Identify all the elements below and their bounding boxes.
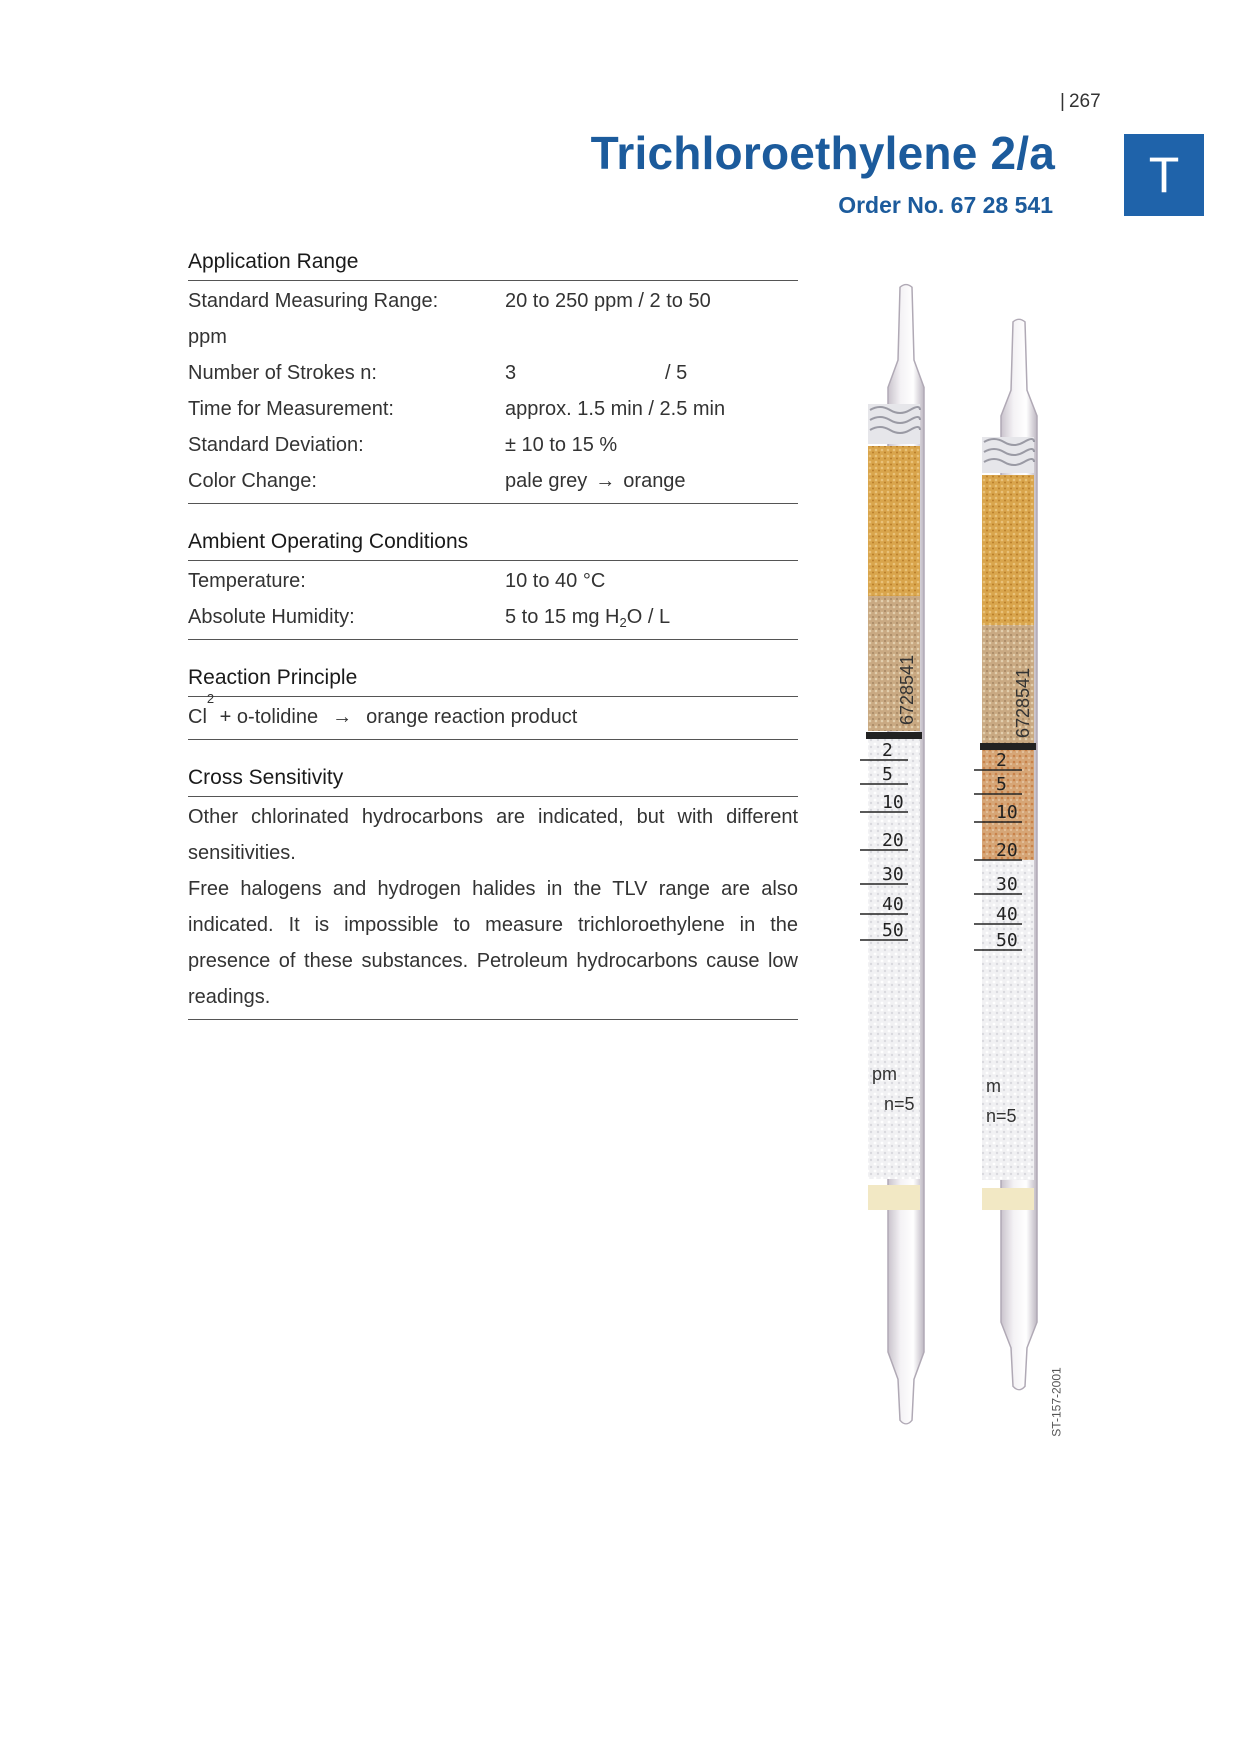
scale-label: 10 xyxy=(996,802,1018,823)
section-heading: Reaction Principle xyxy=(188,666,798,697)
strokes-text: n=5 xyxy=(986,1106,1017,1126)
arrow-icon: → xyxy=(595,470,616,492)
spec-label: Standard Measuring Range: xyxy=(188,290,439,312)
scale-label: 20 xyxy=(882,830,904,851)
unit-text: pm xyxy=(872,1064,898,1084)
detector-tubes-image xyxy=(838,280,1068,1430)
page-number: | 267 xyxy=(1060,91,1101,112)
spec-value: 5 to 15 mg $H_2O$ / L xyxy=(505,606,671,630)
scale-label: 50 xyxy=(882,920,904,941)
spec-label: Temperature: xyxy=(188,570,306,592)
section-heading: Ambient Operating Conditions xyxy=(188,530,798,561)
spec-value: pale grey → orange xyxy=(505,470,686,492)
spec-row xyxy=(188,563,798,599)
page-title: Trichloroethylene 2/a xyxy=(590,127,1055,179)
spec-row xyxy=(188,427,798,463)
spec-value: 3 / 5 xyxy=(505,362,688,384)
section-heading: Cross Sensitivity xyxy=(188,766,798,797)
spec-row xyxy=(188,355,798,391)
spec-label: Number of Strokes n: xyxy=(188,362,377,384)
spec-label: Standard Deviation: xyxy=(188,434,364,456)
spec-label: Time for Measurement: xyxy=(188,398,394,420)
scale-label: 2 xyxy=(882,740,893,761)
section-heading: Application Range xyxy=(188,250,798,281)
scale-label: 20 xyxy=(996,840,1018,861)
tube-code: 6728541 xyxy=(1013,667,1033,738)
scale-label: 10 xyxy=(882,792,904,813)
scale-label: 40 xyxy=(882,894,904,915)
paragraph: Other chlorinated hydrocarbons are indicated, but with different sensitivities. xyxy=(188,806,798,864)
order-number: Order No. 67 28 541 xyxy=(838,192,1053,218)
spec-row xyxy=(188,463,798,499)
spec-value: 10 to 40 °C xyxy=(505,570,606,592)
spec-row xyxy=(188,599,798,635)
spec-row xyxy=(188,391,798,427)
scale-label: 2 xyxy=(996,750,1007,771)
spec-value: approx. 1.5 min / 2.5 min xyxy=(505,398,726,420)
specifications xyxy=(188,250,798,1046)
reaction-principle-section xyxy=(188,666,798,740)
scale-label: 30 xyxy=(996,874,1018,895)
unit-text: m xyxy=(986,1076,1001,1096)
cross-sensitivity-section xyxy=(188,766,798,1020)
strokes-text: n=5 xyxy=(884,1094,915,1114)
scale-label: 30 xyxy=(882,864,904,885)
scale-label: 40 xyxy=(996,904,1018,925)
scale-label: 5 xyxy=(882,764,893,785)
section-tab: T xyxy=(1124,134,1204,216)
photo-credit: ST-157-2001 xyxy=(1049,1367,1064,1437)
spec-value-wrap: ppm xyxy=(188,326,227,348)
spec-value: ± 10 to 15 % xyxy=(505,434,618,456)
paragraph: Free halogens and hydrogen halides in the TLV range are also indicated. It is impossible to measure trichloroethylene in the presence of these substances. Petroleum hydrocarbons cause low readings. xyxy=(188,878,798,1008)
left-tube xyxy=(866,285,924,1424)
spec-label: Color Change: xyxy=(188,470,317,492)
spec-value: 20 to 250 ppm / 2 to 50 xyxy=(505,290,711,312)
reaction-equation: Cl 2 + o-tolidine → orange reaction product xyxy=(188,699,798,735)
arrow-icon: → xyxy=(332,706,353,728)
spec-row xyxy=(188,283,798,319)
scale-label: 50 xyxy=(996,930,1018,951)
application-range-section xyxy=(188,250,798,504)
tube-code: 6728541 xyxy=(897,654,917,725)
scale-label: 5 xyxy=(996,774,1007,795)
spec-label: Absolute Humidity: xyxy=(188,606,355,628)
ambient-conditions-section xyxy=(188,530,798,640)
